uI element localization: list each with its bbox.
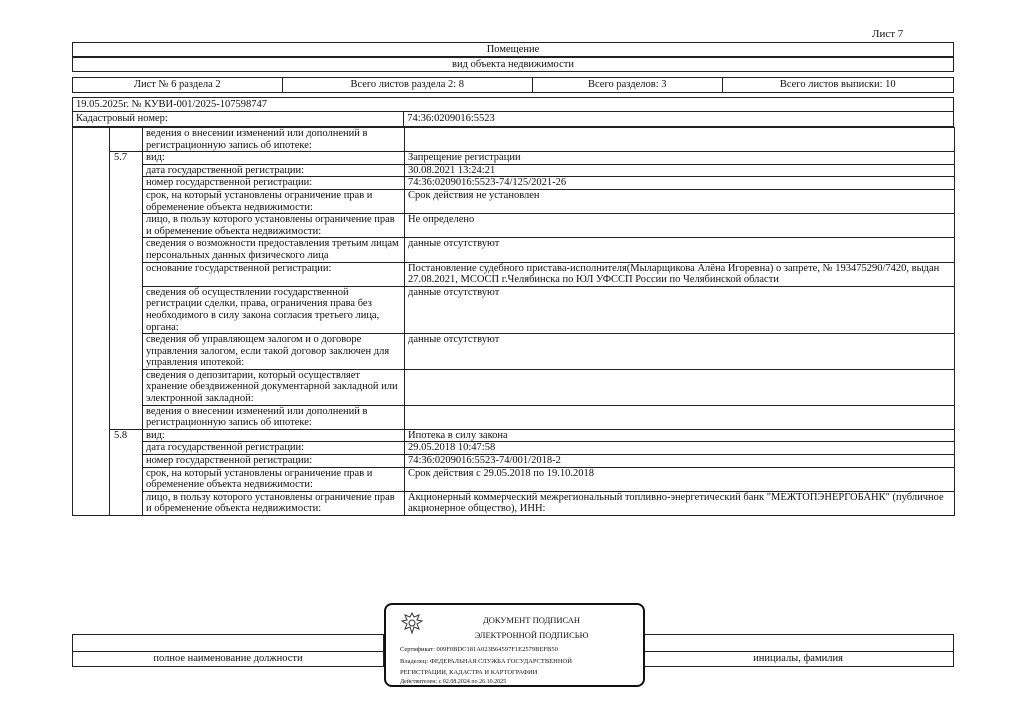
row-number bbox=[110, 369, 143, 405]
row-number bbox=[110, 214, 143, 238]
row-number bbox=[110, 491, 143, 515]
row-number bbox=[110, 189, 143, 213]
row-number bbox=[110, 334, 143, 370]
row-spacer bbox=[73, 455, 110, 468]
row-label: дата государственной регистрации: bbox=[143, 442, 405, 455]
row-number: 5.8 bbox=[110, 429, 143, 442]
table-row bbox=[73, 286, 955, 333]
row-label: ведения о внесении изменений или дополнений в регистрационную запись об ипотеке: bbox=[143, 128, 405, 152]
cadastral-row bbox=[72, 112, 954, 127]
row-spacer bbox=[73, 491, 110, 515]
row-number: 5.7 bbox=[110, 152, 143, 165]
row-value: 74:36:0209016:5523-74/001/2018-2 bbox=[405, 455, 955, 468]
cadastral-label: Кадастровый номер: bbox=[73, 112, 404, 126]
row-label: дата государственной регистрации: bbox=[143, 164, 405, 177]
row-spacer bbox=[73, 238, 110, 262]
extract-meta-row bbox=[72, 77, 954, 93]
table-row bbox=[73, 491, 955, 515]
row-spacer bbox=[73, 429, 110, 442]
row-label: вид: bbox=[143, 152, 405, 165]
row-number bbox=[110, 177, 143, 190]
table-row bbox=[73, 214, 955, 238]
row-spacer bbox=[73, 164, 110, 177]
e-signature-stamp bbox=[384, 603, 645, 687]
row-spacer bbox=[73, 214, 110, 238]
row-value bbox=[405, 128, 955, 152]
stamp-line2: ЭЛЕКТРОННОЙ ПОДПИСЬЮ bbox=[474, 630, 589, 640]
row-label: вид: bbox=[143, 429, 405, 442]
row-value: Постановление судебного пристава-исполнителя(Мыларщикова Алёна Игоревна) о запрете, № 193475290/7420, выдан 27.08.2021, МСОСП г.Челябинска по ЮЛ УФССП России по Челябинской области bbox=[405, 262, 955, 286]
row-value bbox=[405, 405, 955, 429]
row-label: сведения об управляющем залогом и о договоре управления залогом, если такой договор заключен для управления ипотекой: bbox=[143, 334, 405, 370]
row-spacer bbox=[73, 405, 110, 429]
row-label: номер государственной регистрации: bbox=[143, 177, 405, 190]
row-number bbox=[110, 286, 143, 333]
row-value: данные отсутствуют bbox=[405, 286, 955, 333]
stamp-certificate: Сертификат: 009F0BDC181A023B64597F1E2579BEFB50 bbox=[400, 646, 558, 653]
total-sections: Всего разделов: 3 bbox=[533, 78, 723, 92]
row-spacer bbox=[73, 369, 110, 405]
row-value: 30.08.2021 13:24:21 bbox=[405, 164, 955, 177]
row-number bbox=[110, 238, 143, 262]
row-value: 29.05.2018 10:47:58 bbox=[405, 442, 955, 455]
row-label: лицо, в пользу которого установлены ограничение прав и обременение объекта недвижимости: bbox=[143, 214, 405, 238]
row-number bbox=[110, 467, 143, 491]
row-label: лицо, в пользу которого установлены ограничение прав и обременение объекта недвижимости: bbox=[143, 491, 405, 515]
table-row bbox=[73, 455, 955, 468]
table-row bbox=[73, 189, 955, 213]
row-value: Запрещение регистрации bbox=[405, 152, 955, 165]
object-title: Помещение bbox=[72, 42, 954, 57]
table-row bbox=[73, 152, 955, 165]
row-number bbox=[110, 405, 143, 429]
eagle-emblem-icon bbox=[400, 611, 424, 635]
stamp-line1: ДОКУМЕНТ ПОДПИСАН bbox=[482, 615, 581, 625]
row-value bbox=[405, 369, 955, 405]
stamp-validity: Действителен: с 02.08.2024 по 26.10.2025 bbox=[400, 679, 507, 685]
row-spacer bbox=[73, 334, 110, 370]
cadastral-number: 74:36:0209016:5523 bbox=[407, 113, 495, 124]
row-value: Акционерный коммерческий межрегиональный топливно-энергетический банк "МЕЖТОПЭНЕРГОБАНК" (публичное акционерное общество), ИНН: bbox=[405, 491, 955, 515]
row-number bbox=[110, 128, 143, 152]
table-row bbox=[73, 262, 955, 286]
row-label: сведения о депозитарии, который осуществляет хранение обездвиженной документарной закладной или электронной закладной: bbox=[143, 369, 405, 405]
stamp-owner-cont: РЕГИСТРАЦИИ, КАДАСТРА И КАРТОГРАФИИ bbox=[400, 669, 538, 676]
total-sheets-extract: Всего листов выписки: 10 bbox=[779, 79, 896, 90]
row-value: Срок действия с 29.05.2018 по 19.10.2018 bbox=[405, 467, 955, 491]
table-row bbox=[73, 128, 955, 152]
row-spacer bbox=[73, 442, 110, 455]
row-value: Срок действия не установлен bbox=[405, 189, 955, 213]
row-number bbox=[110, 262, 143, 286]
table-row bbox=[73, 369, 955, 405]
document-number: 19.05.2025г. № КУВИ-001/2025-107598747 bbox=[72, 97, 954, 112]
row-label: основание государственной регистрации: bbox=[143, 262, 405, 286]
row-value: данные отсутствуют bbox=[405, 238, 955, 262]
table-row bbox=[73, 164, 955, 177]
row-label: срок, на который установлены ограничение прав и обременение объекта недвижимости: bbox=[143, 467, 405, 491]
row-label: срок, на который установлены ограничение прав и обременение объекта недвижимости: bbox=[143, 189, 405, 213]
row-value: Не определено bbox=[405, 214, 955, 238]
initials-label: инициалы, фамилия bbox=[753, 653, 843, 664]
row-number bbox=[110, 164, 143, 177]
row-number bbox=[110, 455, 143, 468]
table-row bbox=[73, 442, 955, 455]
total-sheets-section: Всего листов раздела 2: 8 bbox=[283, 78, 533, 92]
row-spacer bbox=[73, 262, 110, 286]
table-row bbox=[73, 177, 955, 190]
sheet-of-section: Лист № 6 раздела 2 bbox=[73, 78, 283, 92]
table-row bbox=[73, 334, 955, 370]
row-spacer bbox=[73, 189, 110, 213]
row-spacer bbox=[73, 152, 110, 165]
row-spacer bbox=[73, 128, 110, 152]
row-spacer bbox=[73, 177, 110, 190]
table-row bbox=[73, 429, 955, 442]
row-label: номер государственной регистрации: bbox=[143, 455, 405, 468]
encumbrance-table bbox=[72, 127, 955, 516]
row-value: 74:36:0209016:5523-74/125/2021-26 bbox=[405, 177, 955, 190]
row-spacer bbox=[73, 467, 110, 491]
row-value: данные отсутствуют bbox=[405, 334, 955, 370]
row-value: Ипотека в силу закона bbox=[405, 429, 955, 442]
table-row bbox=[73, 238, 955, 262]
row-number bbox=[110, 442, 143, 455]
table-row bbox=[73, 405, 955, 429]
row-label: ведения о внесении изменений или дополнений в регистрационную запись об ипотеке: bbox=[143, 405, 405, 429]
row-label: сведения о возможности предоставления третьим лицам персональных данных физического лица bbox=[143, 238, 405, 262]
sheet-label: Лист 7 bbox=[872, 28, 904, 40]
row-label: сведения об осуществлении государственной регистрации сделки, права, ограничения права без необходимого в силу закона согласия третьего лица, органа: bbox=[143, 286, 405, 333]
stamp-owner: Владелец: ФЕДЕРАЛЬНАЯ СЛУЖБА ГОСУДАРСТВЕННОЙ bbox=[400, 658, 572, 665]
table-row bbox=[73, 467, 955, 491]
row-spacer bbox=[73, 286, 110, 333]
position-label: полное наименование должности bbox=[153, 653, 303, 664]
object-type-caption: вид объекта недвижимости bbox=[72, 57, 954, 72]
